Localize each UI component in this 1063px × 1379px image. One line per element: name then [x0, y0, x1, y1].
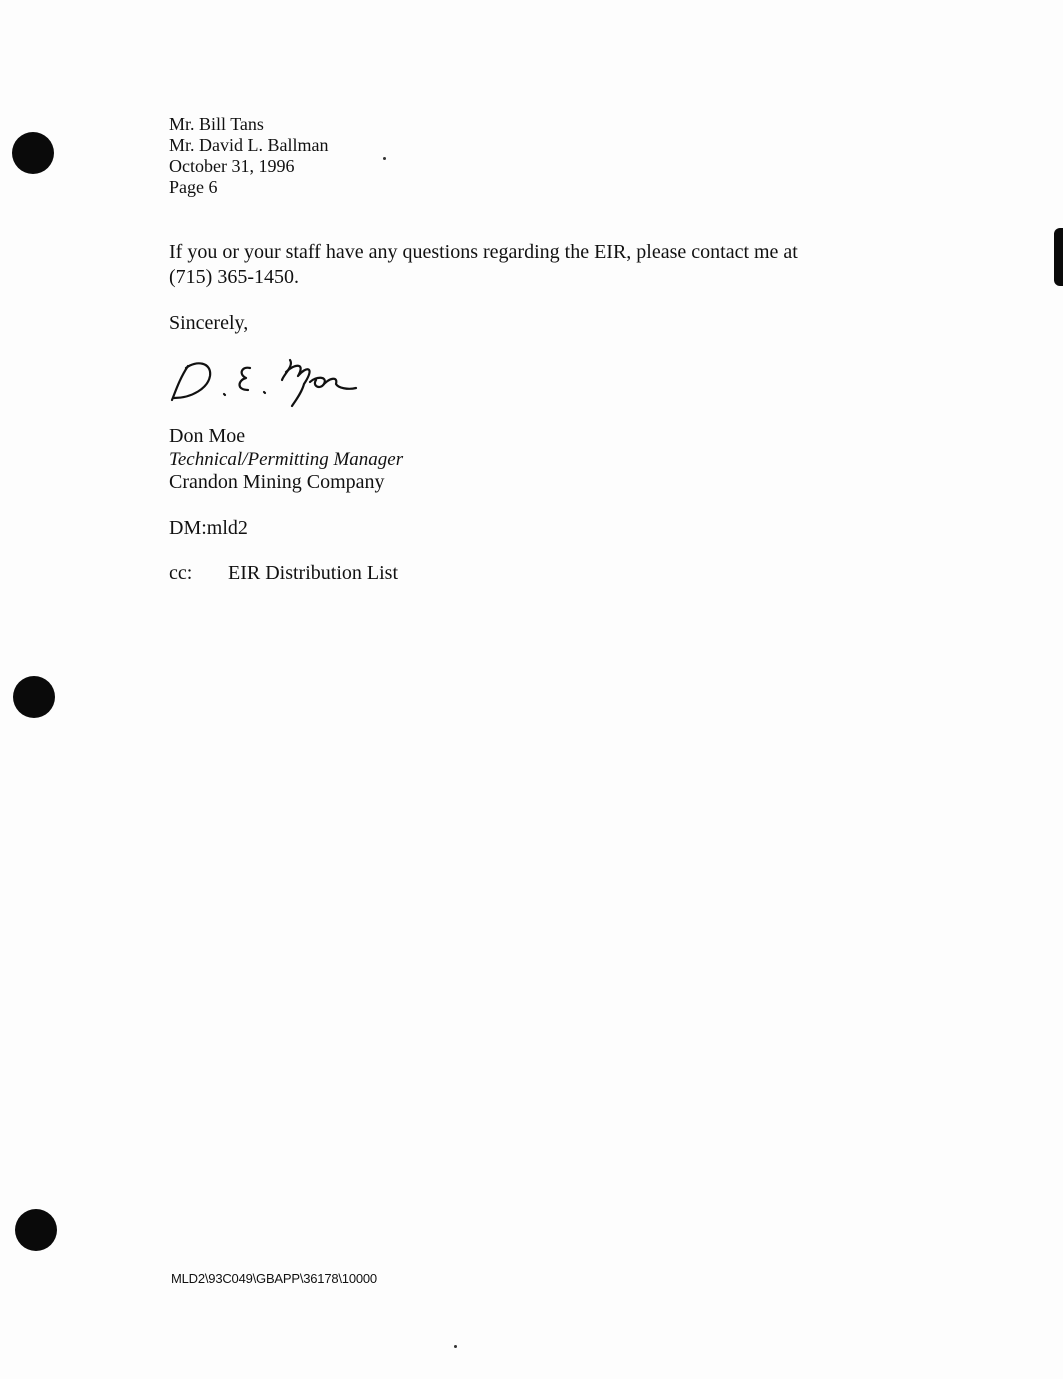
- page-edge-mark: [1054, 228, 1063, 286]
- recipient-line-2: Mr. David L. Ballman: [169, 135, 329, 155]
- body-paragraph: [169, 240, 869, 290]
- cc-label: cc:: [169, 562, 193, 584]
- signer-company: Crandon Mining Company: [169, 471, 385, 493]
- body-line-2: (715) 365-1450.: [169, 266, 299, 288]
- cc-value: EIR Distribution List: [228, 562, 398, 584]
- recipient-line-1: Mr. Bill Tans: [169, 114, 264, 134]
- letter-date: October 31, 1996: [169, 156, 295, 176]
- punch-hole-middle: [13, 676, 55, 718]
- punch-hole-bottom: [15, 1209, 57, 1251]
- letter-header: [169, 114, 328, 198]
- document-reference: MLD2\93C049\GBAPP\36178\10000: [171, 1271, 377, 1286]
- body-line-1: If you or your staff have any questions regarding the EIR, please contact me at: [169, 241, 798, 263]
- handwritten-signature: [166, 352, 366, 410]
- scan-speck: [454, 1345, 457, 1348]
- scan-speck: [383, 157, 386, 160]
- typist-initials: DM:mld2: [169, 517, 248, 539]
- cc-line: [169, 561, 398, 586]
- signer-name: Don Moe: [169, 425, 246, 447]
- signer-title: Technical/Permitting Manager: [169, 449, 404, 470]
- closing-salutation: Sincerely,: [169, 312, 249, 334]
- page-number: Page 6: [169, 177, 218, 197]
- punch-hole-top: [12, 132, 54, 174]
- signer-block: [169, 425, 403, 494]
